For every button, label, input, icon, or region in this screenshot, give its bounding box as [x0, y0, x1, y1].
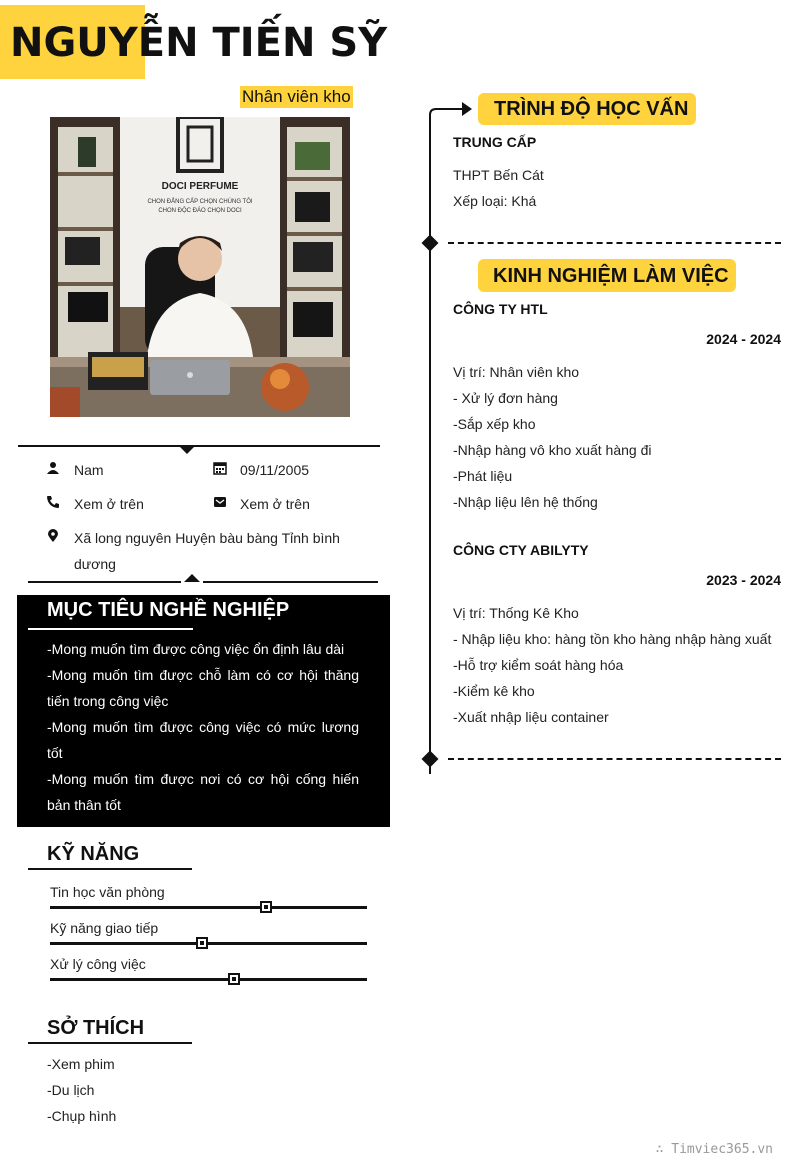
hobbies-title: SỞ THÍCH: [47, 1017, 145, 1039]
career-goal-body: [47, 636, 359, 818]
job-duty: - Nhập liệu kho: hàng tồn kho hàng nhập hàng xuất: [453, 631, 772, 647]
phone-icon: [46, 495, 60, 509]
skill-bar: [50, 906, 367, 909]
job-period: 2024 - 2024: [706, 331, 781, 347]
career-goal-line: -Mong muốn tìm được chỗ làm có cơ hội thăng tiến trong công việc: [47, 667, 359, 709]
divider-marker: [184, 574, 200, 582]
job-duty: -Sắp xếp kho: [453, 416, 536, 432]
skill-bar: [50, 942, 367, 945]
skills-underline: [28, 868, 192, 870]
candidate-name: NGUYỄN TIẾN SỸ: [10, 20, 388, 66]
skill-level-marker: [196, 937, 208, 949]
job-company: CÔNG TY HTL: [453, 301, 548, 317]
email-icon: [213, 495, 227, 509]
phone: Xem ở trên: [74, 496, 144, 512]
section-separator: [448, 242, 781, 244]
user-icon: [46, 461, 60, 475]
career-goal-line: -Mong muốn tìm được nơi có cơ hội cống hiến bản thân tốt: [47, 771, 359, 813]
timeline-arrow-icon: [428, 99, 474, 129]
timeline-line: [429, 124, 431, 774]
skill-label: Kỹ năng giao tiếp: [50, 920, 159, 936]
experience-title: KINH NGHIỆM LÀM VIỆC: [493, 265, 729, 287]
education-school: THPT Bến Cát: [453, 167, 544, 183]
profile-photo: [50, 117, 350, 417]
email: Xem ở trên: [240, 496, 310, 512]
address: Xã long nguyên Huyện bàu bàng Tỉnh bình dương: [74, 530, 340, 572]
calendar-icon: [213, 461, 227, 475]
job-position: Vị trí: Thống Kê Kho: [453, 605, 579, 621]
divider: [203, 581, 378, 583]
job-period: 2023 - 2024: [706, 572, 781, 588]
job-duty: -Hỗ trợ kiểm soát hàng hóa: [453, 657, 624, 673]
gender: Nam: [74, 462, 104, 478]
education-level: TRUNG CẤP: [453, 134, 537, 150]
career-goal-title: MỤC TIÊU NGHỀ NGHIỆP: [47, 599, 290, 621]
divider: [28, 581, 181, 583]
job-duty: -Phát liệu: [453, 468, 513, 484]
job-duty: -Kiểm kê kho: [453, 683, 535, 699]
divider-marker: [179, 446, 195, 454]
career-goal-line: -Mong muốn tìm được công việc ổn định lâu dài: [47, 641, 345, 657]
education-title: TRÌNH ĐỘ HỌC VẤN: [494, 98, 689, 120]
job-title: Nhân viên kho: [242, 87, 351, 106]
sign-slogan-2: CHON ĐỘC ĐÁO CHỌN DOCI: [158, 208, 242, 214]
career-goal-underline: [28, 628, 193, 630]
job-duty: -Nhập liệu lên hệ thống: [453, 494, 598, 510]
sign-slogan-1: CHON ĐẲNG CẤP CHỌN CHÚNG TÔI: [147, 199, 253, 205]
watermark: ∴ Timviec365.vn: [655, 1142, 773, 1157]
location-icon: [46, 529, 60, 543]
hobbies-underline: [28, 1042, 192, 1044]
skill-level-marker: [228, 973, 240, 985]
job-duty: -Nhập hàng vô kho xuất hàng đi: [453, 442, 652, 458]
timeline-node: [422, 235, 439, 252]
job-company: CÔNG CTY ABILYTY: [453, 542, 589, 558]
skills-title: KỸ NĂNG: [47, 843, 140, 865]
job-position: Vị trí: Nhân viên kho: [453, 364, 580, 380]
job-duty: -Xuất nhập liệu container: [453, 709, 609, 725]
watermark-text: Timviec365.vn: [671, 1142, 773, 1157]
timeline-node: [422, 751, 439, 768]
sign-brand-text: DOCI PERFUME: [161, 181, 239, 192]
career-goal-line: -Mong muốn tìm được công việc có mức lương tốt: [47, 719, 359, 761]
education-grade: Xếp loại: Khá: [453, 193, 537, 209]
birthday: 09/11/2005: [240, 462, 310, 478]
skill-label: Tin học văn phòng: [50, 884, 165, 900]
section-separator: [448, 758, 781, 760]
skill-bar: [50, 978, 367, 981]
hobby-item: -Xem phim: [47, 1056, 115, 1072]
hobby-item: -Chụp hình: [47, 1108, 117, 1124]
job-duty: - Xử lý đơn hàng: [453, 390, 558, 406]
skill-label: Xử lý công việc: [50, 956, 146, 972]
divider: [18, 445, 380, 447]
skill-level-marker: [260, 901, 272, 913]
hobby-item: -Du lịch: [47, 1082, 95, 1098]
